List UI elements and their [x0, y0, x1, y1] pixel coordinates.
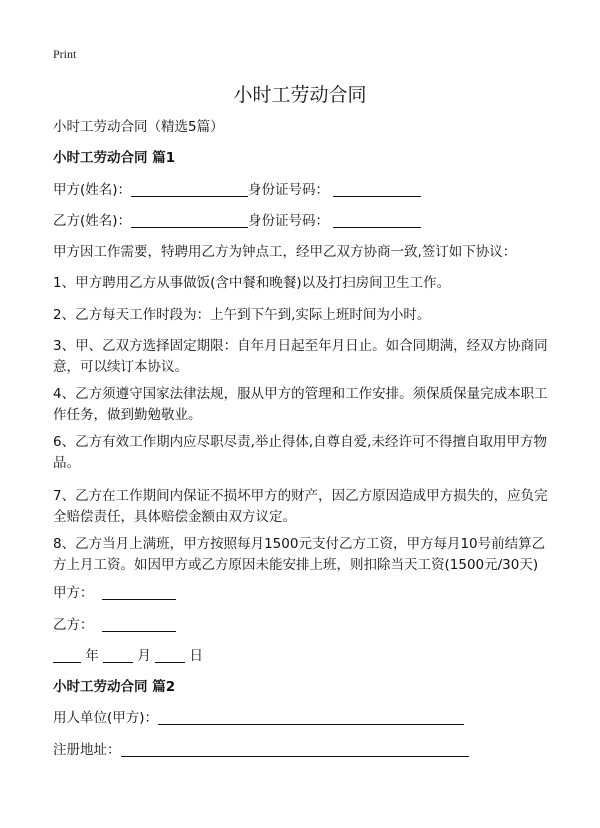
date-year-blank	[53, 648, 81, 663]
party-a-row	[53, 180, 421, 201]
party-b-row	[53, 211, 421, 232]
print-label[interactable]: Print	[53, 47, 77, 61]
address-row	[53, 740, 469, 761]
document-title: 小时工劳动合同	[233, 84, 367, 106]
date-row	[53, 646, 203, 667]
party-a-id-blank	[333, 182, 421, 197]
signature-a-blank	[102, 585, 176, 600]
date-month-label: 月	[137, 648, 151, 664]
party-b-name-blank	[131, 213, 248, 228]
intro-paragraph: 甲方因工作需要，特聘用乙方为钟点工，经甲乙双方协商一致,签订如下协议：	[53, 244, 517, 260]
date-day-label: 日	[189, 648, 203, 664]
clause-8: 8、乙方当月上满班，甲方按照每月1500元支付乙方工资，甲方每月10号前结算乙方上月工资。如因甲方或乙方原因未能安排上班，则扣除当天工资(1500元/30天)	[53, 536, 546, 573]
date-day-blank	[155, 648, 185, 663]
clause-2: 2、乙方每天工作时段为：上午到下午到,实际上班时间为小时。	[53, 307, 431, 323]
address-blank	[121, 742, 469, 757]
date-month-blank	[103, 648, 133, 663]
document-subtitle: 小时工劳动合同（精选5篇）	[53, 119, 224, 135]
address-label: 注册地址：	[53, 742, 121, 758]
employer-row	[53, 708, 464, 729]
date-year-label: 年	[85, 648, 99, 664]
section2-heading: 小时工劳动合同 篇2	[53, 679, 176, 695]
signature-a-label: 甲方：	[53, 585, 94, 601]
section1-heading: 小时工劳动合同 篇1	[53, 150, 176, 166]
clause-6: 6、乙方有效工作期内应尽职尽责,举止得体,自尊自爱,未经许可不得擅自取用甲方物品。	[53, 434, 547, 471]
signature-b-blank	[102, 617, 176, 632]
employer-blank	[158, 710, 464, 725]
party-a-name-blank	[131, 182, 248, 197]
signature-a-row	[53, 583, 176, 604]
party-a-label: 甲方(姓名)：	[53, 182, 132, 198]
clause-7: 7、乙方在工作期间内保证不损坏甲方的财产，因乙方原因造成甲方损失的，应负完全赔偿责任，具体赔偿金额由双方议定。	[53, 488, 548, 525]
clause-1: 1、甲方聘用乙方从事做饭(含中餐和晚餐)以及打扫房间卫生工作。	[53, 275, 451, 291]
employer-label: 用人单位(甲方)：	[53, 710, 159, 726]
clause-4: 4、乙方须遵守国家法律法规，服从甲方的管理和工作安排。须保质保量完成本职工作任务，做到勤勉敬业。	[53, 386, 548, 423]
party-a-id-label: 身份证号码：	[248, 182, 330, 198]
party-b-label: 乙方(姓名)：	[53, 213, 132, 229]
signature-b-row	[53, 615, 176, 636]
clause-3: 3、甲、乙双方选择固定期限：自年月日起至年月日止。如合同期满，经双方协商同意，可以续订本协议。	[53, 338, 548, 375]
party-b-id-label: 身份证号码：	[248, 213, 330, 229]
party-b-id-blank	[333, 213, 421, 228]
signature-b-label: 乙方：	[53, 617, 94, 633]
